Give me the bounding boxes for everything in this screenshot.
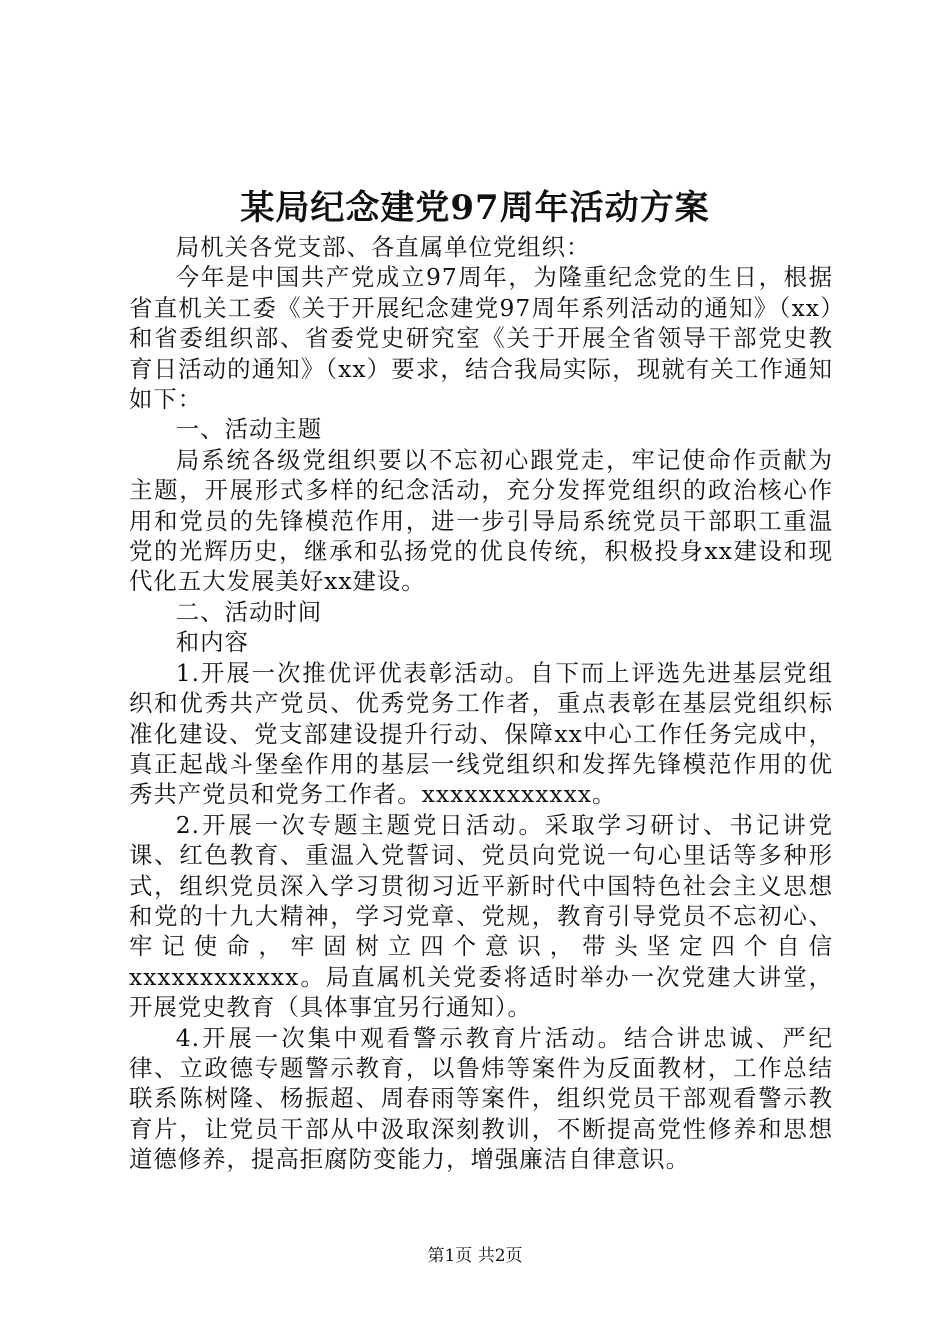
page-number-footer: 第1页 共2页 xyxy=(427,1246,523,1266)
section-heading-theme: 一、活动主题 xyxy=(175,415,323,444)
salutation-paragraph: 局机关各党支部、各直属单位党组织： xyxy=(175,233,591,261)
section-heading-content: 和内容 xyxy=(175,628,249,657)
activity-item-2: 2.开展一次专题主题党日活动。采取学习研讨、书记讲党课、红色教育、重温入党誓词、党员向党说一句心里话等多种形式，组织党员深入学习贯彻习近平新时代中国特色社会主义思想和党的十九大精神，学习党章、党规，教育引导党员不忘初心、牢记使命，牢固树立四个意识，带头坚定四个自信xxxxxxxxxxxx。局直属机关党委将适时举办一次党建大讲堂，开展党史教育（具体事宜另行通知）。 xyxy=(129,810,833,1022)
document-body xyxy=(129,232,833,1175)
activity-item-4: 4.开展一次集中观看警示教育片活动。结合讲忠诚、严纪律、立政德专题警示教育，以鲁炜等案件为反面教材，工作总结联系陈树隆、杨振超、周春雨等案件，组织党员干部观看警示教育片，让党员干部从中汲取深刻教训，不断提高党性修养和思想道德修养，提高拒腐防变能力，增强廉洁自律意识。 xyxy=(129,1023,833,1174)
section-heading-time: 二、活动时间 xyxy=(175,597,323,626)
intro-paragraph: 今年是中国共产党成立97周年，为隆重纪念党的生日，根据省直机关工委《关于开展纪念建党97周年系列活动的通知》（xx）和省委组织部、省委党史研究室《关于开展全省领导干部党史教育日活动的通知》（xx）要求，结合我局实际，现就有关工作通知如下： xyxy=(129,263,833,414)
theme-paragraph: 局系统各级党组织要以不忘初心跟党走，牢记使命作贡献为主题，开展形式多样的纪念活动，充分发挥党组织的政治核心作用和党员的先锋模范作用，进一步引导局系统党员干部职工重温党的光辉历史，继承和弘扬党的优良传统，积极投身xx建设和现代化五大发展美好xx建设。 xyxy=(129,445,833,596)
document-title: 某局纪念建党97周年活动方案 xyxy=(240,188,710,228)
activity-item-1: 1.开展一次推优评优表彰活动。自下而上评选先进基层党组织和优秀共产党员、优秀党务工作者，重点表彰在基层党组织标准化建设、党支部建设提升行动、保障xx中心工作任务完成中，真正起战斗堡垒作用的基层一线党组织和发挥先锋模范作用的优秀共产党员和党务工作者。xxxxxxxxxxxx。 xyxy=(129,658,833,809)
